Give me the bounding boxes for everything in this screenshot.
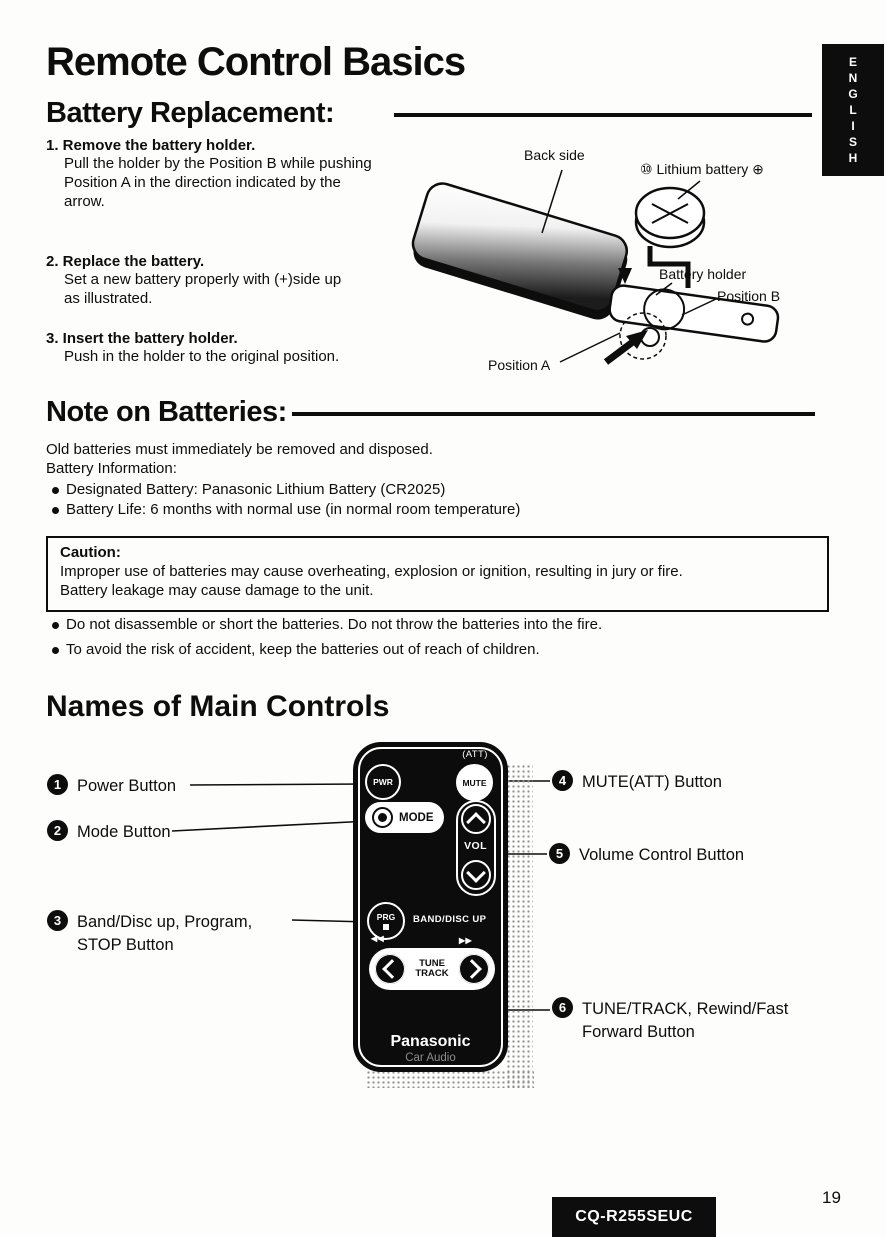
tab-letter: I <box>851 119 855 133</box>
volume-control-label: Volume Control Button <box>579 846 745 864</box>
remote-shadow <box>366 1070 534 1088</box>
bullet-icon <box>52 487 59 494</box>
vol-up-button <box>461 804 491 834</box>
att-label: (ATT) <box>462 749 488 760</box>
tab-letter: H <box>848 151 858 165</box>
label-line: STOP Button <box>77 936 174 954</box>
chevron-left-icon <box>382 959 402 979</box>
step-text: arrow. <box>64 193 105 210</box>
chevron-right-icon <box>462 959 482 979</box>
remote-back-illustration <box>407 180 634 324</box>
chevron-down-icon <box>466 863 486 883</box>
vol-button-group <box>456 800 496 896</box>
page-title: Remote Control Basics <box>46 40 466 84</box>
label-number-5: 5 <box>549 843 570 864</box>
tune-track-button-group <box>369 948 495 990</box>
tab-letter: E <box>848 55 857 69</box>
position-a-label: Position A <box>488 357 551 373</box>
label-number-4: 4 <box>552 770 573 791</box>
track-text: TRACK <box>415 968 449 979</box>
caution-line: Battery leakage may cause damage to the unit. <box>60 582 374 599</box>
heading-rule <box>394 113 812 117</box>
note-bullet: Designated Battery: Panasonic Lithium Battery (CR2025) <box>66 481 446 498</box>
label-number-2: 2 <box>47 820 68 841</box>
step-text: Pull the holder by the Position B while pushing <box>64 155 372 172</box>
step-text: as illustrated. <box>64 290 153 307</box>
band-disc-label <box>77 911 252 957</box>
step-3 <box>46 330 426 366</box>
caution-title: Caution: <box>60 544 121 561</box>
main-controls-heading: Names of Main Controls <box>46 690 390 723</box>
step-title: 2. Replace the battery. <box>46 253 205 270</box>
label-line: Band/Disc up, Program, <box>77 913 253 931</box>
step-text: Position A in the direction indicated by the <box>64 174 341 191</box>
note-line: Old batteries must immediately be removed and disposed. <box>46 441 433 458</box>
position-b-label: Position B <box>717 288 781 304</box>
battery-diagram <box>380 140 840 395</box>
band-disc-up-label: BAND/DISC UP <box>413 914 487 925</box>
warning-bullet: Do not disassemble or short the batteries. Do not throw the batteries into the fire. <box>66 616 603 633</box>
mode-button <box>365 802 444 833</box>
step-1 <box>46 137 426 211</box>
heading-rule <box>292 412 815 416</box>
pwr-button: PWR <box>365 764 401 800</box>
car-audio-logo: Car Audio <box>405 1052 456 1064</box>
caution-box <box>46 536 829 612</box>
back-side-label: Back side <box>524 147 585 163</box>
mode-label: MODE <box>399 811 434 824</box>
fast-forward-icon: ▶▶ <box>459 936 473 945</box>
tab-letter: G <box>848 87 858 101</box>
caution-line: Improper use of batteries may cause overheating, explosion or ignition, resulting in jury or fire. <box>60 563 683 580</box>
model-badge: CQ-R255SEUC <box>552 1197 716 1237</box>
mute-att-label: MUTE(ATT) Button <box>582 773 722 791</box>
step-text: Push in the holder to the original position. <box>64 348 340 365</box>
tab-letter: S <box>848 135 857 149</box>
bullet-icon <box>52 507 59 514</box>
lithium-battery-illustration <box>636 188 704 247</box>
label-number-1: 1 <box>47 774 68 795</box>
tune-text: TUNE <box>419 957 445 969</box>
mode-rotate-icon <box>372 807 393 828</box>
warning-bullet: To avoid the risk of accident, keep the batteries out of reach of children. <box>66 641 540 658</box>
note-bullet: Battery Life: 6 months with normal use (in normal room temperature) <box>66 501 521 518</box>
label-number-3: 3 <box>47 910 68 931</box>
prg-label: PRG <box>376 912 396 922</box>
step-title: 3. Insert the battery holder. <box>46 330 238 347</box>
mute-button: MUTE <box>456 764 493 801</box>
panasonic-logo: Panasonic <box>390 1033 471 1050</box>
step-title: 1. Remove the battery holder. <box>46 137 256 154</box>
rewind-icon: ◀◀ <box>371 934 385 943</box>
tab-letter: L <box>849 103 857 117</box>
step-text: Set a new battery properly with (+)side up <box>64 271 342 288</box>
label-line: Forward Button <box>582 1023 695 1041</box>
label-number-6: 6 <box>552 997 573 1018</box>
step-2 <box>46 253 426 308</box>
tune-track-label-text <box>582 998 788 1044</box>
push-arrow-icon <box>606 330 648 362</box>
tune-down-button <box>373 952 407 986</box>
power-button-label: Power Button <box>77 777 177 795</box>
tune-up-button <box>457 952 491 986</box>
remote-shadow <box>506 764 533 1088</box>
vol-label: VOL <box>464 840 487 852</box>
battery-holder-label: Battery holder <box>659 266 747 282</box>
mode-button-label: Mode Button <box>77 823 171 841</box>
note-line: Battery Information: <box>46 460 177 477</box>
language-tab-english <box>822 44 884 176</box>
bullet-icon <box>52 622 59 629</box>
remote-illustration <box>353 742 508 1072</box>
note-on-batteries-heading: Note on Batteries: <box>46 396 287 428</box>
label-line: TUNE/TRACK, Rewind/Fast <box>582 1000 789 1018</box>
battery-replacement-heading: Battery Replacement: <box>46 97 335 129</box>
vol-down-button <box>461 860 491 890</box>
bullet-icon <box>52 647 59 654</box>
tune-track-label <box>415 959 448 980</box>
tab-letter: N <box>848 71 858 85</box>
page-number: 19 <box>822 1188 841 1207</box>
stop-icon <box>383 924 389 930</box>
lithium-battery-label: ⑩ Lithium battery ⊕ <box>640 161 764 177</box>
chevron-up-icon <box>466 812 486 832</box>
